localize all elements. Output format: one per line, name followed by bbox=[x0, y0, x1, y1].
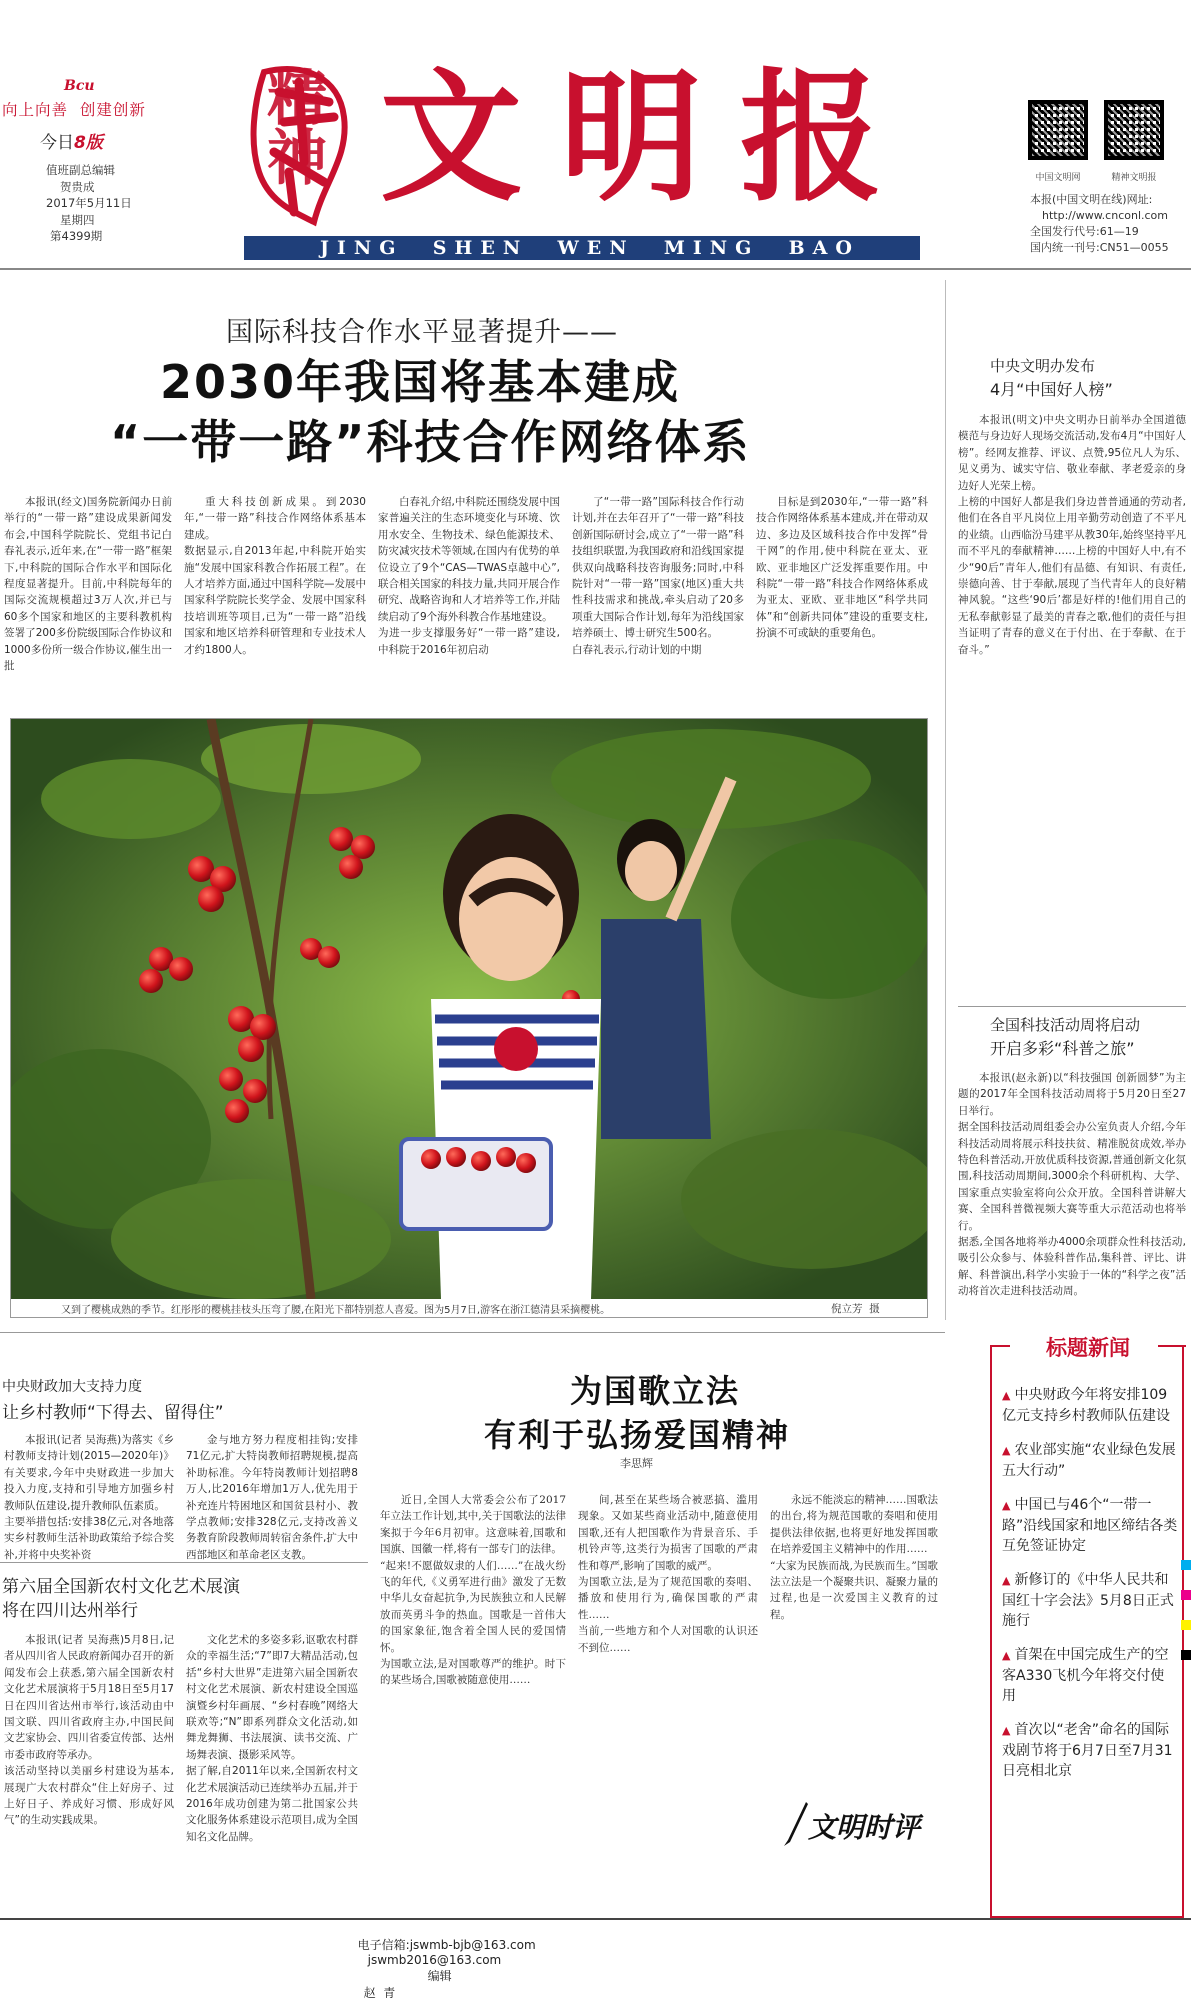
headline-news-box bbox=[990, 1336, 1184, 1918]
anthem-col-1 bbox=[380, 1492, 566, 1912]
qr-code-icon-1 bbox=[1028, 100, 1088, 160]
lead-col-4-text: 了“一带一路”国际科技合作行动计划,并在去年召开了“一带一路”科技创新国际研讨会,成立了“一带一路”科技组织联盟,为我国政府和沿线国家提供双向战略科技咨询服务;同时,中科院针对“一带一路”国家(地区)重大共性科技需求和挑战,牵头启动了20多项重大国际合作计划,每年为沿线国家培养硕士、博士研究生500名。 白春礼表示,行动计划的中期 bbox=[572, 496, 744, 656]
lead-col-3-text: 白春礼介绍,中科院还围绕发展中国家普遍关注的生态环境变化与环境、饮用水安全、生物技术、绿色能源技术、防灾减灾技术等领域,在国内有优势的单位设立了9个“CAS—TWAS卓越中心”,联合相关国家的科技力量,共同开展合作研究、战略咨询和人才培养等工作,并陆续启动了9个海外科教合作基地建设。 为进一步支撑服务好“一带一路”建设,中科院于2016年初启动 bbox=[378, 496, 560, 656]
masthead-area bbox=[0, 0, 1191, 268]
lower-rule bbox=[0, 1332, 945, 1333]
box-item[interactable] bbox=[1002, 1645, 1178, 1706]
box-item[interactable] bbox=[1002, 1440, 1178, 1481]
right-rule bbox=[958, 1006, 1186, 1007]
box-item-text: 首架在中国完成生产的空客A330飞机今年将交付使用 bbox=[1002, 1647, 1169, 1704]
anthem-author: 李思辉 bbox=[620, 1457, 653, 1470]
header-contact bbox=[1030, 192, 1169, 256]
postal-code: 全国发行代号:61—19 bbox=[1030, 225, 1139, 238]
registration-mark bbox=[1181, 1560, 1191, 1570]
email-2[interactable]: jswmb2016@163.com bbox=[367, 1953, 502, 1967]
anthem-col-1-text: 近日,全国人大常委会公布了2017年立法工作计划,其中,关于国歌法的法律案拟于今年6月初审。这意味着,国歌和国旗、国徽一样,将有一部专门的法律。 “起来!不愿做奴隶的人们……”在战火纷飞的年代,《义勇军进行曲》激发了无数中华儿女奋起抗争,为民族独立和人民解放而英勇斗争的热血。国歌是一首伟大的国家象征,饱含着全国人民的爱国情怀。 为国歌立法,是对国歌尊严的维护。时下的某些场合,国歌被随意使用…… bbox=[380, 1494, 566, 1687]
lead-col-3 bbox=[378, 494, 560, 699]
art-show-title-2: 将在四川达州举行 bbox=[2, 1601, 138, 1621]
art-show-title-1: 第六届全国新农村文化艺术展演 bbox=[2, 1577, 240, 1597]
column-name: 文明时评 bbox=[808, 1811, 921, 1844]
calligraphy-seal bbox=[244, 62, 360, 230]
triangle-bullet-icon: ▲ bbox=[1002, 1724, 1011, 1737]
lead-col-1 bbox=[4, 494, 172, 699]
art-show-col-1-text: 本报讯(记者 吴海燕)5月8日,记者从四川省人民政府新闻办召开的新闻发布会上获悉,第六届全国新农村文化艺术展演将于5月18日至5月17日在四川省达州市举行,该活动由中国文联、四川省政府主办,中国民间文艺家协会、四川省委宣传部、达州市委市政府等承办。 该活动坚持以美丽乡村建设为基本,展现广大农村群众“住上好房子、过上好日子、养成好习惯、形成好风气”的生动实践成果。 bbox=[4, 1634, 174, 1827]
teachers-col-1-text: 本报讯(记者 吴海燕)为落实《乡村教师支持计划(2015—2020年)》有关要求,今年中央财政进一步加大投入力度,支持和引导地方加强乡村教师队伍建设,提升教师队伍素质。 主要举措包括:安排38亿元,对各地落实乡村教师生活补助政策给予综合奖补,并将中央奖补资 bbox=[4, 1434, 174, 1561]
lower-left-rule bbox=[0, 1562, 368, 1563]
header-rule bbox=[0, 268, 1191, 270]
registration-mark bbox=[1181, 1620, 1191, 1630]
logo-mark: Bcu bbox=[64, 78, 95, 94]
teachers-title: 让乡村教师“下得去、留得住” bbox=[2, 1403, 224, 1423]
box-item-text: 中央财政今年将安排109亿元支持乡村教师队伍建设 bbox=[1002, 1387, 1170, 1424]
anthem-title-2: 有利于弘扬爱国精神 bbox=[484, 1416, 791, 1454]
anthem-col-2 bbox=[578, 1492, 758, 1912]
science-week-kicker: 全国科技活动周将启动 bbox=[990, 1016, 1141, 1034]
lead-col-2 bbox=[184, 494, 366, 699]
qr-code-icon-2 bbox=[1104, 100, 1164, 160]
box-top-left-rule bbox=[990, 1345, 1010, 1347]
good-people-text: 本报讯(明文)中央文明办日前举办全国道德模范与身边好人现场交流活动,发布4月“中国好人榜”。经网友推荐、评议、点赞,95位凡人为乐、见义勇为、诚实守信、敬业奉献、孝老爱亲的身边好人光荣上榜。 上榜的中国好人都是我们身边普普通通的劳动者,他们在各自平凡岗位上用辛勤劳动创造了不平凡的业绩。山西临汾马建平从教30年,始终坚持平凡而不平凡的奉献精神……上榜的中国好人中,有不少“90后”青年人,他们有品德、有知识、有责任,崇德向善、甘于奉献,展现了当代青年人的良好精神风貌。“这些‘90后’都是好样的!他们用自己的无私奉献彰显了最美的青春之歌,他们的责任与担当证明了青春的意义在于付出、在于奉献、在于奋斗。” bbox=[958, 414, 1186, 656]
email-1[interactable]: jswmb-bjb@163.com bbox=[409, 1938, 536, 1952]
lead-col-1-text: 本报讯(经文)国务院新闻办日前举行的“一带一路”建设成果新闻发布会,中国科学院院长、党组书记白春礼表示,近年来,在“一带一路”框架下,中科院的国际合作水平和国际化程度显著提升。目前,中科院每年的国际交流规模超过3万人次,并已与60多个国家和地区的主要科教机构签署了200多份院级国际合作协议和1000多份所一级合作协议,催生出一批 bbox=[4, 496, 172, 673]
column-name-badge bbox=[780, 1800, 930, 1848]
calligraphy-text: 精神 bbox=[257, 66, 327, 186]
site-url[interactable]: http://www.cnconl.com bbox=[1042, 209, 1168, 222]
pages-count bbox=[40, 128, 103, 153]
anthem-col-3-text: 永远不能淡忘的精神……国歌法的出台,将为规范国歌的奏唱和使用提供法律依据,也将更好地发挥国歌在培养爱国主义精神中的作用…… “大家为民族而战,为民族而生。”国歌法立法是一个凝聚共识、凝聚力量的过程,也是一次爱国主义教育的过程。 bbox=[770, 1494, 938, 1621]
registration-mark bbox=[1181, 1650, 1191, 1660]
editor-label: 值班副总编辑 bbox=[46, 163, 115, 177]
lead-col-2-text: 重大科技创新成果。到2030年,“一带一路”科技合作网络体系基本建成。 数据显示,自2013年起,中科院开始实施“发展中国家科教合作拓展工程”。在人才培养方面,通过中国科学院—发展中国家科学院院长奖学金、发展中国家科技培训班等项目,已为“一带一路”沿线国家和地区培养科研管理和专业技术人才约1800人。 bbox=[184, 496, 366, 656]
box-item[interactable] bbox=[1002, 1570, 1178, 1631]
masthead-title: 文明报 bbox=[380, 55, 920, 221]
good-people-title: 4月“中国好人榜” bbox=[990, 380, 1113, 399]
slogan: 向上向善 创建创新 bbox=[2, 101, 146, 119]
registration-mark bbox=[1181, 1590, 1191, 1600]
site-label: 本报(中国文明在线)网址: bbox=[1030, 193, 1153, 206]
lead-title-1: 2030年我国将基本建成 bbox=[160, 355, 681, 409]
triangle-bullet-icon: ▲ bbox=[1002, 1444, 1011, 1457]
box-item[interactable] bbox=[1002, 1495, 1178, 1556]
lead-col-5 bbox=[756, 494, 928, 699]
qr-caption-2: 精神文明报 bbox=[1111, 173, 1157, 183]
cn-code: 国内统一刊号:CN51—0055 bbox=[1030, 241, 1169, 254]
triangle-bullet-icon: ▲ bbox=[1002, 1649, 1011, 1662]
anthem-col-2-text: 间,甚至在某些场合被恶搞、滥用现象。又如某些商业活动中,随意使用国歌,还有人把国歌作为背景音乐、手机铃声等,这类行为损害了国歌的严肃性和尊严,影响了国歌的威严。 为国歌立法,是为了规范国歌的奏唱、播放和使用行为,确保国歌的严肃性…… 当前,一些地方和个人对国歌的认识还不到位…… bbox=[578, 1494, 758, 1654]
teachers-col-1 bbox=[4, 1432, 174, 1592]
box-title: 标题新闻 bbox=[1018, 1331, 1158, 1365]
email-label: 电子信箱: bbox=[357, 1938, 410, 1952]
lead-kicker: 国际科技合作水平显著提升—— bbox=[226, 317, 618, 348]
box-item[interactable] bbox=[1002, 1385, 1178, 1426]
footer-editor-label: 编辑 bbox=[427, 1969, 452, 1983]
anthem-title-1: 为国歌立法 bbox=[570, 1372, 741, 1410]
lead-col-4 bbox=[572, 494, 744, 699]
footer bbox=[350, 1922, 536, 2001]
box-top-right-rule bbox=[1158, 1345, 1186, 1347]
teachers-col-2 bbox=[186, 1432, 358, 1592]
pages-prefix: 今日 bbox=[40, 133, 74, 153]
box-item-text: 农业部实施“农业绿色发展五大行动” bbox=[1002, 1442, 1176, 1479]
science-week-title: 开启多彩“科普之旅” bbox=[990, 1039, 1135, 1058]
good-people-body bbox=[958, 412, 1186, 998]
qr-caption-1: 中国文明网 bbox=[1035, 173, 1081, 183]
art-show-col-2-text: 文化艺术的多姿多彩,讴歌农村群众的幸福生活;“7”即7大精品活动,包括“乡村大世界”走进第六届全国新农村文化艺术展演、新农村建设全国巡演暨乡村年画展、“乡村春晚”网络大联欢等;“N”即系列群众文化活动,如舞龙舞狮、书法展演、读书交流、广场舞表演、摄影采风等。 据了解,自2011年以来,全国新农村文化艺术展演活动已连续举办五届,并于2016年成功创建为第二批国家公共文化服务体系建设示范项目,成为全国知名文化品牌。 bbox=[186, 1634, 358, 1843]
triangle-bullet-icon: ▲ bbox=[1002, 1499, 1011, 1512]
art-show-col-1 bbox=[4, 1632, 174, 1908]
cherry-photo-frame bbox=[10, 718, 928, 1318]
pen-icon bbox=[780, 1800, 810, 1848]
box-item[interactable] bbox=[1002, 1720, 1178, 1781]
triangle-bullet-icon: ▲ bbox=[1002, 1574, 1011, 1587]
footer-rule bbox=[0, 1918, 1191, 1920]
box-item-text: 新修订的《中华人民共和国红十字会法》5月8日正式施行 bbox=[1002, 1572, 1174, 1629]
science-week-body bbox=[958, 1070, 1186, 1318]
anthem-col-3 bbox=[770, 1492, 938, 1788]
lead-col-5-text: 目标是到2030年,“一带一路”科技合作网络体系基本建成,并在带动双边、多边及区域科技合作中发挥“骨干网”的作用,使中科院在亚太、亚欧、亚非地区广泛发挥重要作用。中科院“一带一路”科技合作网络体系成为亚太、亚欧、亚非地区“科学共同体”和“创新共同体”建设的重要支柱,扮演不可或缺的重要角色。 bbox=[756, 496, 928, 640]
pinyin-text: JING SHEN WEN MING BAO bbox=[320, 237, 860, 259]
triangle-bullet-icon: ▲ bbox=[1002, 1389, 1011, 1402]
cherry-picking-photo bbox=[11, 719, 928, 1299]
issue-number: 第4399期 bbox=[50, 229, 103, 243]
header-meta bbox=[46, 162, 132, 245]
box-item-text: 中国已与46个“一带一路”沿线国家和地区缔结各类互免签证协定 bbox=[1002, 1497, 1178, 1554]
photo-caption: 又到了樱桃成熟的季节。红彤彤的樱桃挂枝头压弯了腰,在阳光下都特别惹人喜爱。图为5月7日,游客在浙江德清县采摘樱桃。 bbox=[61, 1305, 611, 1316]
teachers-col-2-text: 金与地方努力程度相挂钩;安排71亿元,扩大特岗教师招聘规模,提高补助标准。今年特岗教师计划招聘8万人,比2016年增加1万人,优先用于补充连片特困地区和国贫县村小、教学点教师;安排328亿元,支持改善义务教育阶段教师周转宿舍条件,扩大中西部地区和革命老区支教。 bbox=[186, 1434, 358, 1561]
editor-name: 贺贵成 bbox=[60, 179, 95, 194]
box-items bbox=[1002, 1385, 1178, 1795]
teachers-kicker: 中央财政加大支持力度 bbox=[2, 1379, 142, 1395]
art-show-col-2 bbox=[186, 1632, 358, 1908]
science-week-text: 本报讯(赵永新)以“科技强国 创新圆梦”为主题的2017年全国科技活动周将于5月20日至27日举行。 据全国科技活动周组委会办公室负责人介绍,今年科技活动周将展示科技扶贫、精准脱贫成效,举办特色科普活动,开放优质科技资源,普通创新文化氛围,科技活动周期间,3000余个科研机构、大学、国家重点实验室将向公众开放。全国科普讲解大赛、全国科普微视频大赛等重大示范活动也将举行。 据悉,全国各地将举办4000余项群众性科技活动,吸引公众参与、体验科普作品,集科普、评比、讲解、科普演出,科学小实验于一体的“科学之夜”活动将首次走进科技活动周。 bbox=[958, 1072, 1186, 1298]
photo-credit: 倪立芳 摄 bbox=[831, 1303, 880, 1315]
lead-title-2: “一带一路”科技合作网络体系 bbox=[110, 415, 751, 469]
issue-date: 2017年5月11日 bbox=[46, 196, 132, 210]
pages-number: 8版 bbox=[74, 133, 103, 153]
footer-editor-name: 赵 青 bbox=[363, 1986, 396, 2000]
good-people-kicker: 中央文明办发布 bbox=[990, 357, 1096, 375]
weekday: 星期四 bbox=[60, 212, 95, 227]
box-item-text: 首次以“老舍”命名的国际戏剧节将于6月7日至7月31日亮相北京 bbox=[1002, 1722, 1173, 1779]
right-divider bbox=[945, 280, 946, 1320]
